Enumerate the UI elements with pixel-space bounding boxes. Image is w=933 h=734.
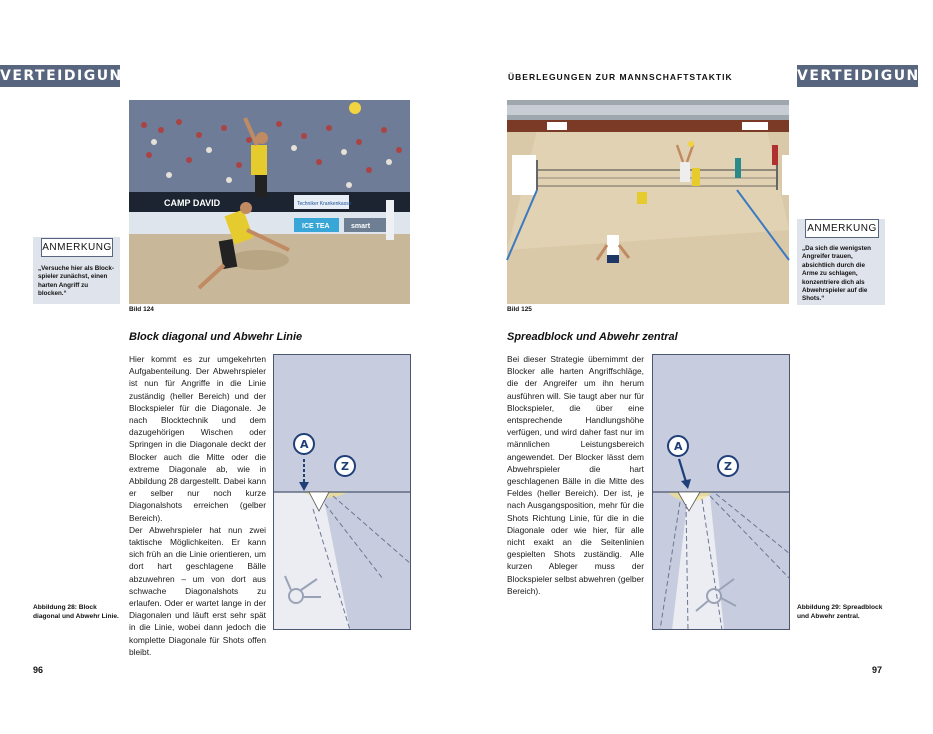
photo-beach-volleyball-spreadblock: [507, 100, 789, 304]
page-number: 97: [872, 665, 883, 675]
photo-label: Bild 124: [129, 306, 154, 313]
section-heading: Block diagonal und Abwehr Linie: [129, 331, 303, 343]
player-z-label: Z: [724, 460, 732, 473]
player-a-marker: [668, 436, 688, 456]
banner-text-1: CAMP DAVID: [164, 198, 221, 208]
section-tab: VERTEIDIGUNG: [0, 65, 120, 87]
figure-caption: Abbildung 28: Block diagonal und Abwehr Linie.: [33, 604, 119, 620]
note-text: „Versuche hier als Block-spieler zunächst, einen harten Angriff zu blocken.“: [38, 265, 114, 298]
banner-text-3: ICE TEA: [302, 223, 330, 230]
body-paragraph: Bei dieser Strategie übernimmt der Blocker alle harten Angriffschläge, die der Angreifer um ihn herum ausführen will. Sie taugt aber nur für Blockspieler, die über eine entsprechende Handlungshöhe verfügen, und wird daher fast nur im männlichen Leistungsbereich angewendet. Der Blocker lässt dem Abwehrspieler die hart geschlagenen Bälle in die Mitte des Feldes (heller Bereich). Der ist, je nach Ausgangsposition, mehr für die Shots Richtung Linie, für die in die Diagonale oder wie hier, für alle nicht exakt an die Seitenlinien gespielten Shots zuständig. Alle kurzen Ableger muss der Blockspieler selbst abwehren (gelber Bereich).: [507, 354, 644, 596]
player-z-label: Z: [341, 460, 349, 473]
player-a-marker: [294, 434, 314, 454]
photo-beach-volleyball-block: [129, 100, 410, 304]
figure-caption: Abbildung 29: Spreadblock und Abwehr zentral.: [797, 604, 883, 620]
body-paragraph: Hier kommt es zur umgekehrten Aufgabenteilung. Der Abwehrspieler ist nun für Angriffe in die Linie zuständig (heller Bereich) und der Blockspieler für die Diagonale. Je nach Blocktechnik und dem dazugehörigen Wischen oder Springen in die Diagonale deckt der Blocker auch die Mitte oder die extreme Diagonale ab, wie in Abbildung 28 dargestellt. Dabei kann er selber nur noch kurze Diagonalshots erreichen (gelber Bereich).: [129, 354, 266, 523]
note-text: „Da sich die wenigsten Angreifer trauen, absichtlich durch die Arme zu schlagen, konzentriere dich als Abwehrspieler auf die Shots.“: [802, 245, 871, 303]
body-text: [129, 353, 266, 658]
player-a-label: A: [300, 438, 309, 451]
player-z-marker: [718, 456, 738, 476]
section-heading: Spreadblock und Abwehr zentral: [507, 331, 678, 343]
body-paragraph: Der Abwehrspieler hat nun zwei taktische Möglichkeiten. Er kann sich früh an die Linie orientieren, um dort hart geschlagene Bälle abzuwehren – um von dort aus schwache Diagonalshots zu erlaufen. Oder er wartet lange in der Diagonalen und läuft erst sehr spät in die Linie, wobei dann jedoch die komplette Diagonale für Shots offen bleibt.: [129, 524, 266, 657]
banner-text-4: smart: [351, 223, 371, 230]
body-text: [507, 353, 644, 597]
banner-text-2: Techniker Krankenkasse: [297, 201, 352, 207]
photo-label: Bild 125: [507, 306, 532, 313]
player-z-marker: [335, 456, 355, 476]
note-title: ANMERKUNG: [41, 238, 113, 257]
page-number: 96: [33, 665, 44, 675]
court-diagram: [273, 354, 411, 630]
court-diagram: [652, 354, 790, 630]
player-a-label: A: [674, 440, 683, 453]
section-tab: VERTEIDIGUNG: [797, 65, 918, 87]
running-head: ÜBERLEGUNGEN ZUR MANNSCHAFTSTAKTIK: [508, 72, 733, 82]
note-title: ANMERKUNG: [805, 219, 879, 238]
